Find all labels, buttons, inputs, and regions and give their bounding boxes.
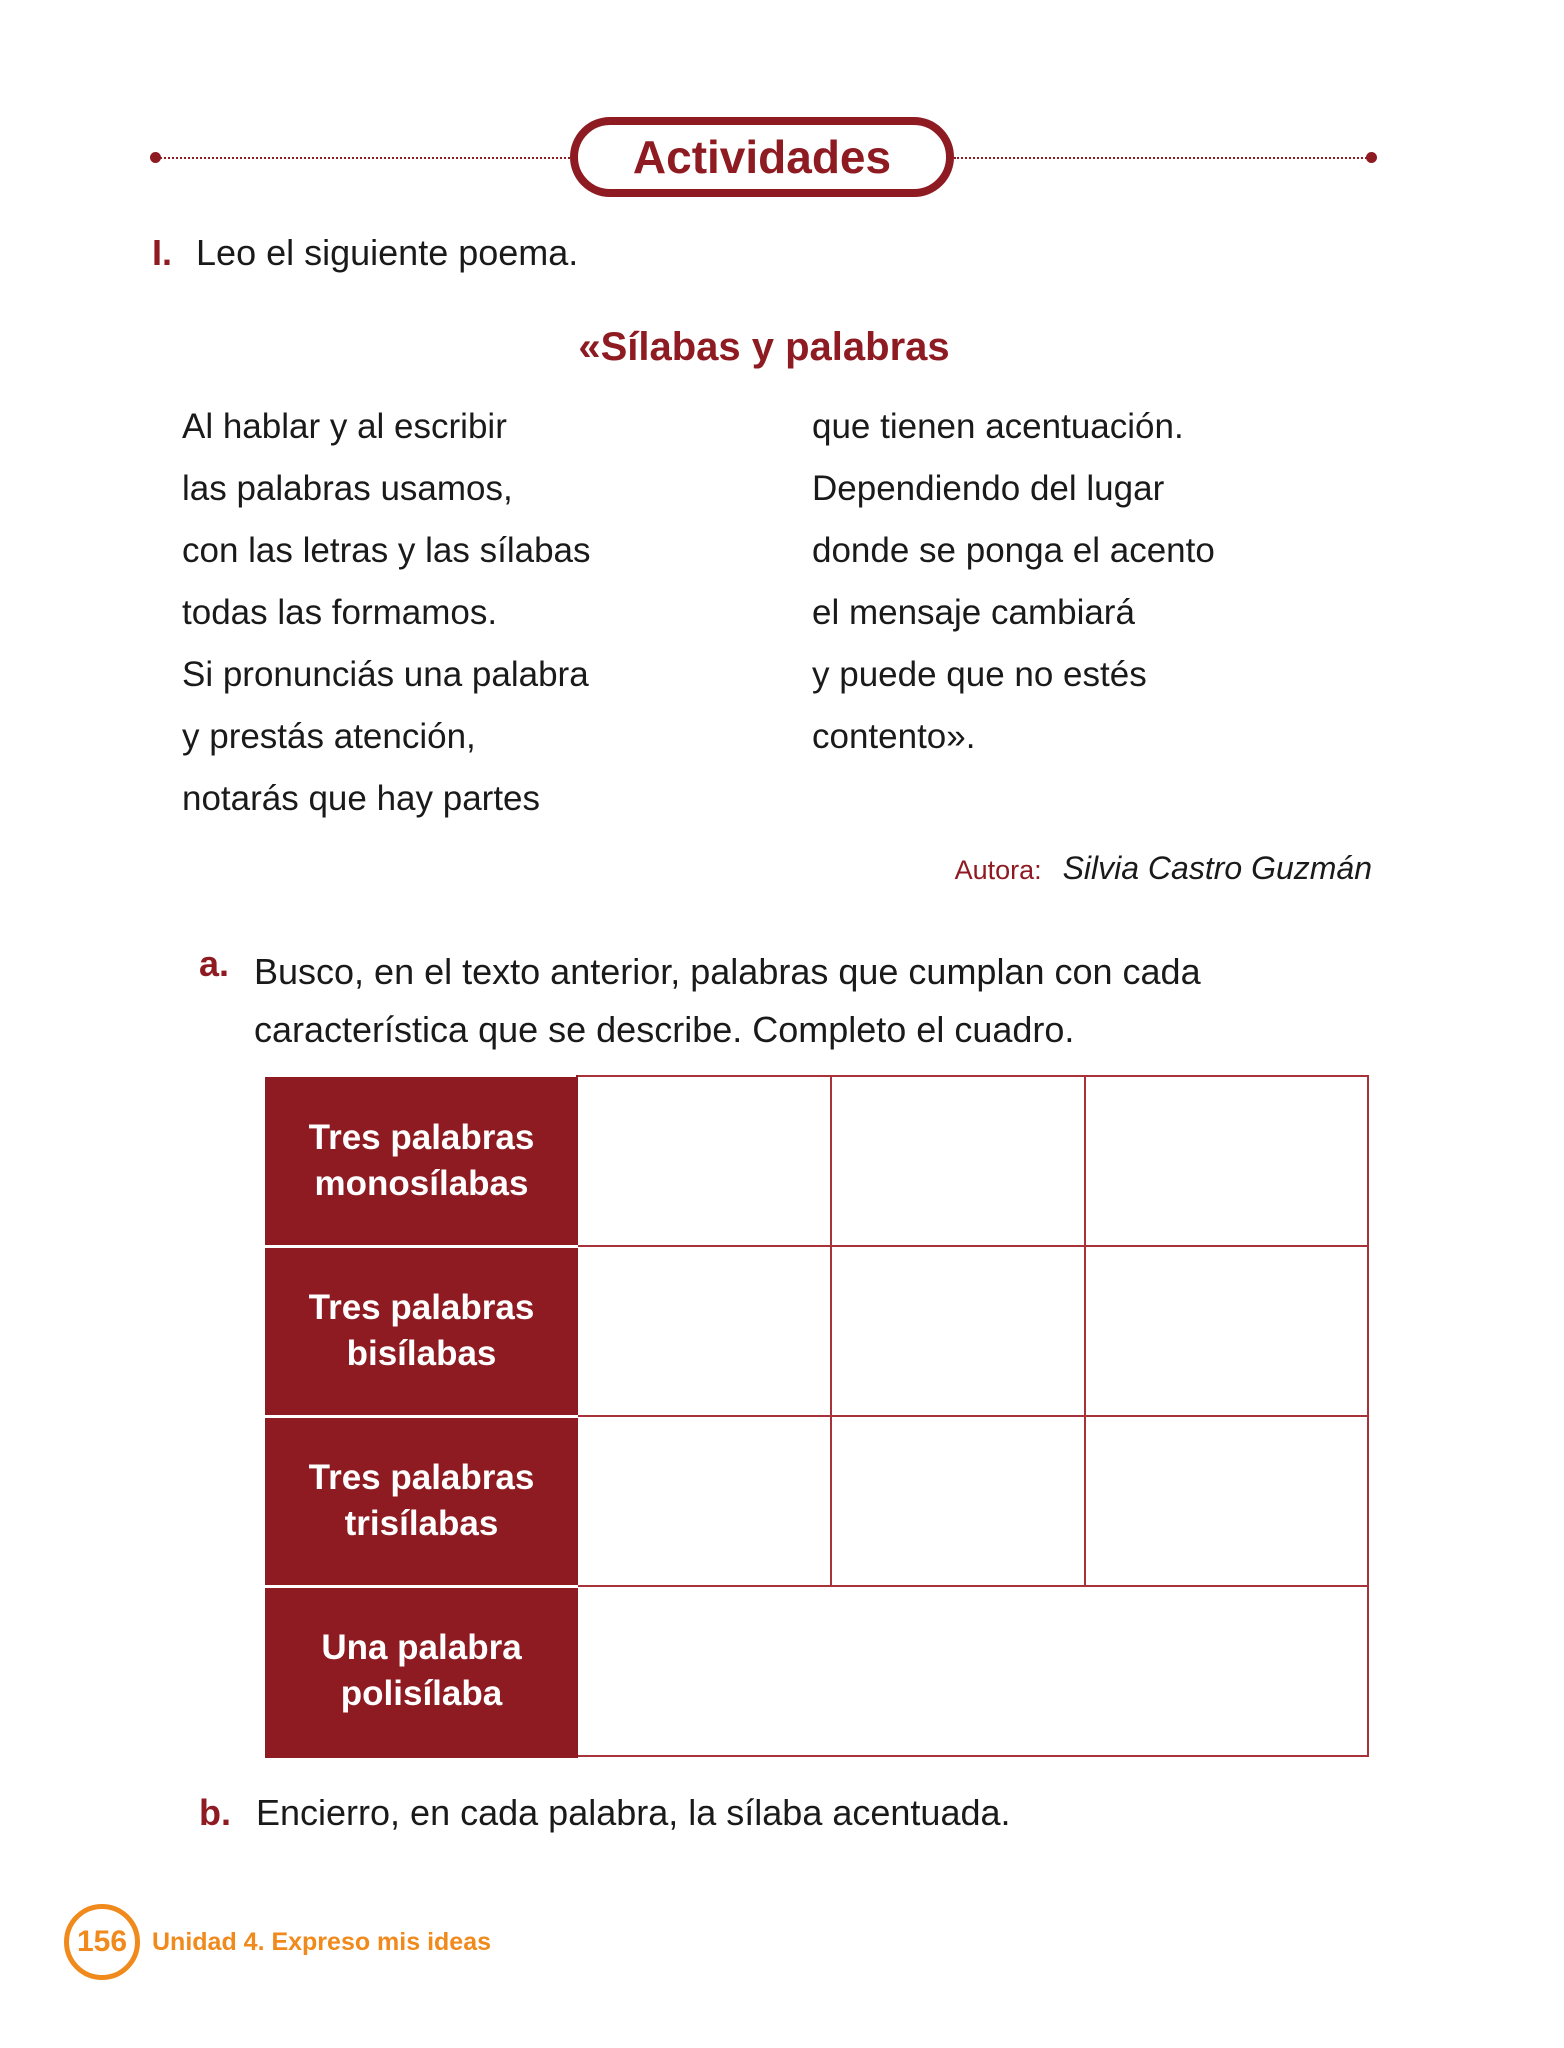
poem-line: Dependiendo del lugar: [812, 469, 1165, 508]
poem-title: «Sílabas y palabras: [578, 325, 950, 369]
poem-line: Si pronunciás una palabra: [182, 655, 589, 694]
answer-cell[interactable]: [577, 1246, 831, 1416]
answer-cell[interactable]: [831, 1076, 1085, 1246]
table-row: [266, 1416, 1368, 1586]
header-rule-right: [954, 157, 1370, 159]
answer-cell[interactable]: [831, 1416, 1085, 1586]
poem-line: el mensaje cambiará: [812, 593, 1135, 632]
section-title: Actividades: [570, 117, 954, 197]
row-header: Tres palabras bisílabas: [266, 1246, 577, 1416]
row-header: Tres palabras monosílabas: [266, 1076, 577, 1246]
unit-title: Unidad 4. Expreso mis ideas: [152, 1928, 492, 1956]
poem-line: Al hablar y al escribir: [182, 407, 507, 446]
task-b-letter: b.: [199, 1792, 231, 1833]
activity-instruction: [152, 232, 578, 274]
table-row: [266, 1586, 1368, 1756]
poem-right-column: [812, 396, 1215, 768]
answer-cell[interactable]: [1085, 1246, 1368, 1416]
task-a-letter: a.: [199, 943, 230, 984]
task-a-line: Busco, en el texto anterior, palabras que cumplan con cada: [254, 951, 1201, 992]
poem-line: donde se ponga el acento: [812, 531, 1215, 570]
poem-line: las palabras usamos,: [182, 469, 513, 508]
rule-dot-left: [150, 152, 161, 163]
table-row: [266, 1076, 1368, 1246]
author-name: Silvia Castro Guzmán: [1062, 850, 1372, 886]
answer-cell[interactable]: [1085, 1416, 1368, 1586]
answer-cell[interactable]: [577, 1586, 1368, 1756]
activity-number: I.: [152, 232, 173, 273]
syllable-table: [265, 1075, 1369, 1758]
task-a-text: [254, 943, 1201, 1059]
rule-dot-right: [1366, 152, 1377, 163]
author-label: Autora:: [954, 855, 1042, 885]
poem-line: y prestás atención,: [182, 717, 476, 756]
answer-cell[interactable]: [577, 1416, 831, 1586]
table-row: [266, 1246, 1368, 1416]
poem-line: contento».: [812, 717, 976, 756]
poem-line: y puede que no estés: [812, 655, 1147, 694]
poem-line: todas las formamos.: [182, 593, 498, 632]
header-rule-left: [156, 157, 570, 159]
answer-cell[interactable]: [831, 1246, 1085, 1416]
poem-author: [955, 850, 1372, 887]
task-b-text: Encierro, en cada palabra, la sílaba acentuada.: [256, 1792, 1011, 1833]
row-header: Tres palabras trisílabas: [266, 1416, 577, 1586]
poem-line: notarás que hay partes: [182, 779, 541, 818]
answer-cell[interactable]: [577, 1076, 831, 1246]
poem-left-column: [182, 396, 591, 830]
row-header: Una palabra polisílaba: [266, 1586, 577, 1756]
answer-cell[interactable]: [1085, 1076, 1368, 1246]
task-a-line: característica que se describe. Completo el cuadro.: [254, 1009, 1075, 1050]
poem-line: con las letras y las sílabas: [182, 531, 591, 570]
poem-line: que tienen acentuación.: [812, 407, 1184, 446]
page-number: 156: [64, 1904, 140, 1980]
instruction-text: Leo el siguiente poema.: [196, 232, 579, 273]
